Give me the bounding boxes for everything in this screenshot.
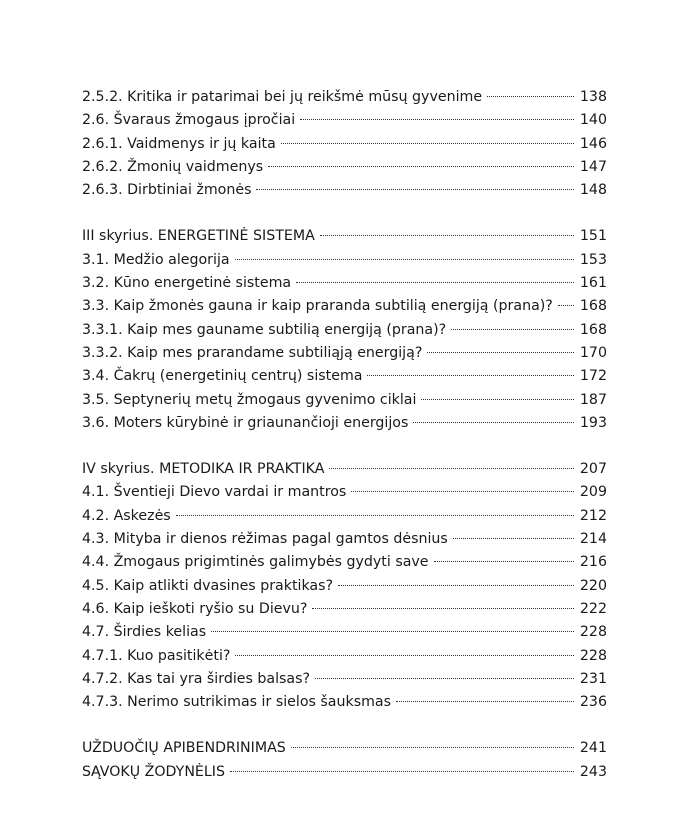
toc-entry-title: 3.4. Čakrų (energetinių centrų) sistema [82, 368, 363, 385]
toc-entry[interactable] [82, 668, 607, 691]
toc-entry-title: 4.7. Širdies kelias [82, 624, 207, 641]
toc-entry-page: 222 [579, 600, 607, 617]
dot-leader [413, 422, 574, 423]
toc-entry-title: 3.1. Medžio alegorija [82, 251, 230, 268]
toc-entry-title: 3.3.1. Kaip mes gauname subtilią energiją (prana)? [82, 321, 447, 338]
toc-entry-title: 4.2. Askezės [82, 507, 171, 524]
toc-entry[interactable] [82, 505, 607, 528]
toc-entry[interactable] [82, 691, 607, 714]
toc-entry[interactable] [82, 156, 607, 179]
dot-leader [312, 608, 573, 609]
toc-entry-page: 207 [579, 461, 607, 478]
dot-leader [338, 585, 574, 586]
toc-entry-page: 168 [579, 321, 607, 338]
toc-entry[interactable] [82, 551, 607, 574]
toc-entry[interactable] [82, 575, 607, 598]
toc-entry-title: IV skyrius. METODIKA IR PRAKTIKA [82, 461, 325, 478]
dot-leader [396, 701, 574, 702]
toc-group [82, 225, 607, 435]
toc-entry[interactable] [82, 621, 607, 644]
toc-entry-title: 2.6. Švaraus žmogaus įpročiai [82, 112, 296, 129]
toc-entry[interactable] [82, 737, 607, 760]
toc-entry[interactable] [82, 133, 607, 156]
toc-entry[interactable] [82, 295, 607, 318]
dot-leader [421, 399, 573, 400]
toc-entry-page: 228 [579, 647, 607, 664]
toc-entry[interactable] [82, 412, 607, 435]
toc-entry-title: 4.7.2. Kas tai yra širdies balsas? [82, 670, 311, 687]
toc-entry-page: 236 [579, 694, 607, 711]
toc-entry[interactable] [82, 365, 607, 388]
toc-entry-title: 4.4. Žmogaus prigimtinės galimybės gydyti save [82, 554, 429, 571]
toc-entry-title: 4.5. Kaip atlikti dvasines praktikas? [82, 577, 334, 594]
toc-entry-title: 2.6.2. Žmonių vaidmenys [82, 158, 264, 175]
toc-entry-page: 138 [579, 89, 607, 105]
toc-entry[interactable] [82, 761, 607, 784]
toc-entry-title: 3.3.2. Kaip mes prarandame subtiliąją energiją? [82, 344, 423, 361]
toc-entry-title: UŽDUOČIŲ APIBENDRINIMAS [82, 740, 286, 757]
toc-entry-title: 2.6.1. Vaidmenys ir jų kaita [82, 135, 276, 152]
toc-entry-page: 187 [579, 391, 607, 408]
toc-entry[interactable] [82, 249, 607, 272]
toc-entry-page: 216 [579, 554, 607, 571]
dot-leader [367, 375, 573, 376]
section-spacer [82, 714, 607, 737]
dot-leader [451, 329, 574, 330]
section-spacer [82, 435, 607, 458]
toc-group [82, 458, 607, 714]
dot-leader [315, 678, 574, 679]
toc-entry[interactable] [82, 109, 607, 132]
toc-entry-title: 2.6.3. Dirbtiniai žmonės [82, 182, 252, 199]
toc-entry-page: 209 [579, 484, 607, 501]
dot-leader [235, 259, 574, 260]
dot-leader [235, 655, 573, 656]
toc-entry-page: 140 [579, 112, 607, 129]
toc-entry-page: 243 [579, 763, 607, 780]
toc-entry-title: SĄVOKŲ ŽODYNĖLIS [82, 763, 225, 780]
toc-entry-title: III skyrius. ENERGETINĖ SISTEMA [82, 228, 315, 245]
toc-entry-title: 4.3. Mityba ir dienos rėžimas pagal gamtos dėsnius [82, 531, 448, 548]
table-of-contents [82, 86, 607, 784]
toc-entry[interactable] [82, 481, 607, 504]
dot-leader [351, 491, 574, 492]
toc-entry-title: 3.5. Septynerių metų žmogaus gyvenimo ciklai [82, 391, 417, 408]
toc-entry-page: 168 [579, 298, 607, 315]
toc-entry[interactable] [82, 319, 607, 342]
toc-entry-page: 212 [579, 507, 607, 524]
toc-entry-page: 231 [579, 670, 607, 687]
toc-entry-page: 161 [579, 275, 607, 292]
dot-leader [427, 352, 574, 353]
section-spacer [82, 202, 607, 225]
toc-entry[interactable] [82, 179, 607, 202]
toc-entry[interactable] [82, 528, 607, 551]
toc-entry-page: 146 [579, 135, 607, 152]
toc-entry-page: 170 [579, 344, 607, 361]
dot-leader [230, 771, 574, 772]
dot-leader [453, 538, 574, 539]
toc-entry-title: 4.7.3. Nerimo sutrikimas ir sielos šauksmas [82, 694, 392, 711]
toc-group [82, 86, 607, 202]
toc-entry[interactable] [82, 598, 607, 621]
toc-entry[interactable] [82, 458, 607, 481]
toc-entry-title: 3.3. Kaip žmonės gauna ir kaip praranda subtilią energiją (prana)? [82, 298, 553, 315]
dot-leader [296, 282, 574, 283]
dot-leader [176, 515, 574, 516]
toc-entry[interactable] [82, 272, 607, 295]
dot-leader [268, 166, 574, 167]
dot-leader [434, 561, 574, 562]
toc-entry-title: 2.5.2. Kritika ir patarimai bei jų reikšmė mūsų gyvenime [82, 89, 483, 105]
toc-entry-title: 4.1. Šventieji Dievo vardai ir mantros [82, 484, 347, 501]
toc-entry-page: 228 [579, 624, 607, 641]
dot-leader [320, 235, 574, 236]
dot-leader [281, 143, 574, 144]
toc-entry-page: 220 [579, 577, 607, 594]
toc-entry-page: 148 [579, 182, 607, 199]
dot-leader [487, 96, 574, 97]
toc-entry[interactable] [82, 86, 607, 109]
dot-leader [329, 468, 574, 469]
dot-leader [256, 189, 573, 190]
toc-entry-page: 241 [579, 740, 607, 757]
toc-entry[interactable] [82, 225, 607, 248]
toc-entry-title: 4.7.1. Kuo pasitikėti? [82, 647, 231, 664]
dot-leader [300, 119, 574, 120]
dot-leader [558, 305, 574, 306]
toc-entry[interactable] [82, 645, 607, 668]
dot-leader [211, 631, 574, 632]
toc-entry-page: 214 [579, 531, 607, 548]
toc-entry-title: 3.2. Kūno energetinė sistema [82, 275, 292, 292]
toc-entry-page: 147 [579, 158, 607, 175]
toc-group [82, 737, 607, 784]
toc-entry-page: 193 [579, 414, 607, 431]
toc-entry-page: 151 [579, 228, 607, 245]
toc-entry-page: 153 [579, 251, 607, 268]
toc-entry-title: 3.6. Moters kūrybinė ir griaunančioji energijos [82, 414, 409, 431]
toc-entry-title: 4.6. Kaip ieškoti ryšio su Dievu? [82, 600, 308, 617]
toc-entry-page: 172 [579, 368, 607, 385]
dot-leader [291, 747, 574, 748]
toc-entry[interactable] [82, 342, 607, 365]
toc-entry[interactable] [82, 389, 607, 412]
